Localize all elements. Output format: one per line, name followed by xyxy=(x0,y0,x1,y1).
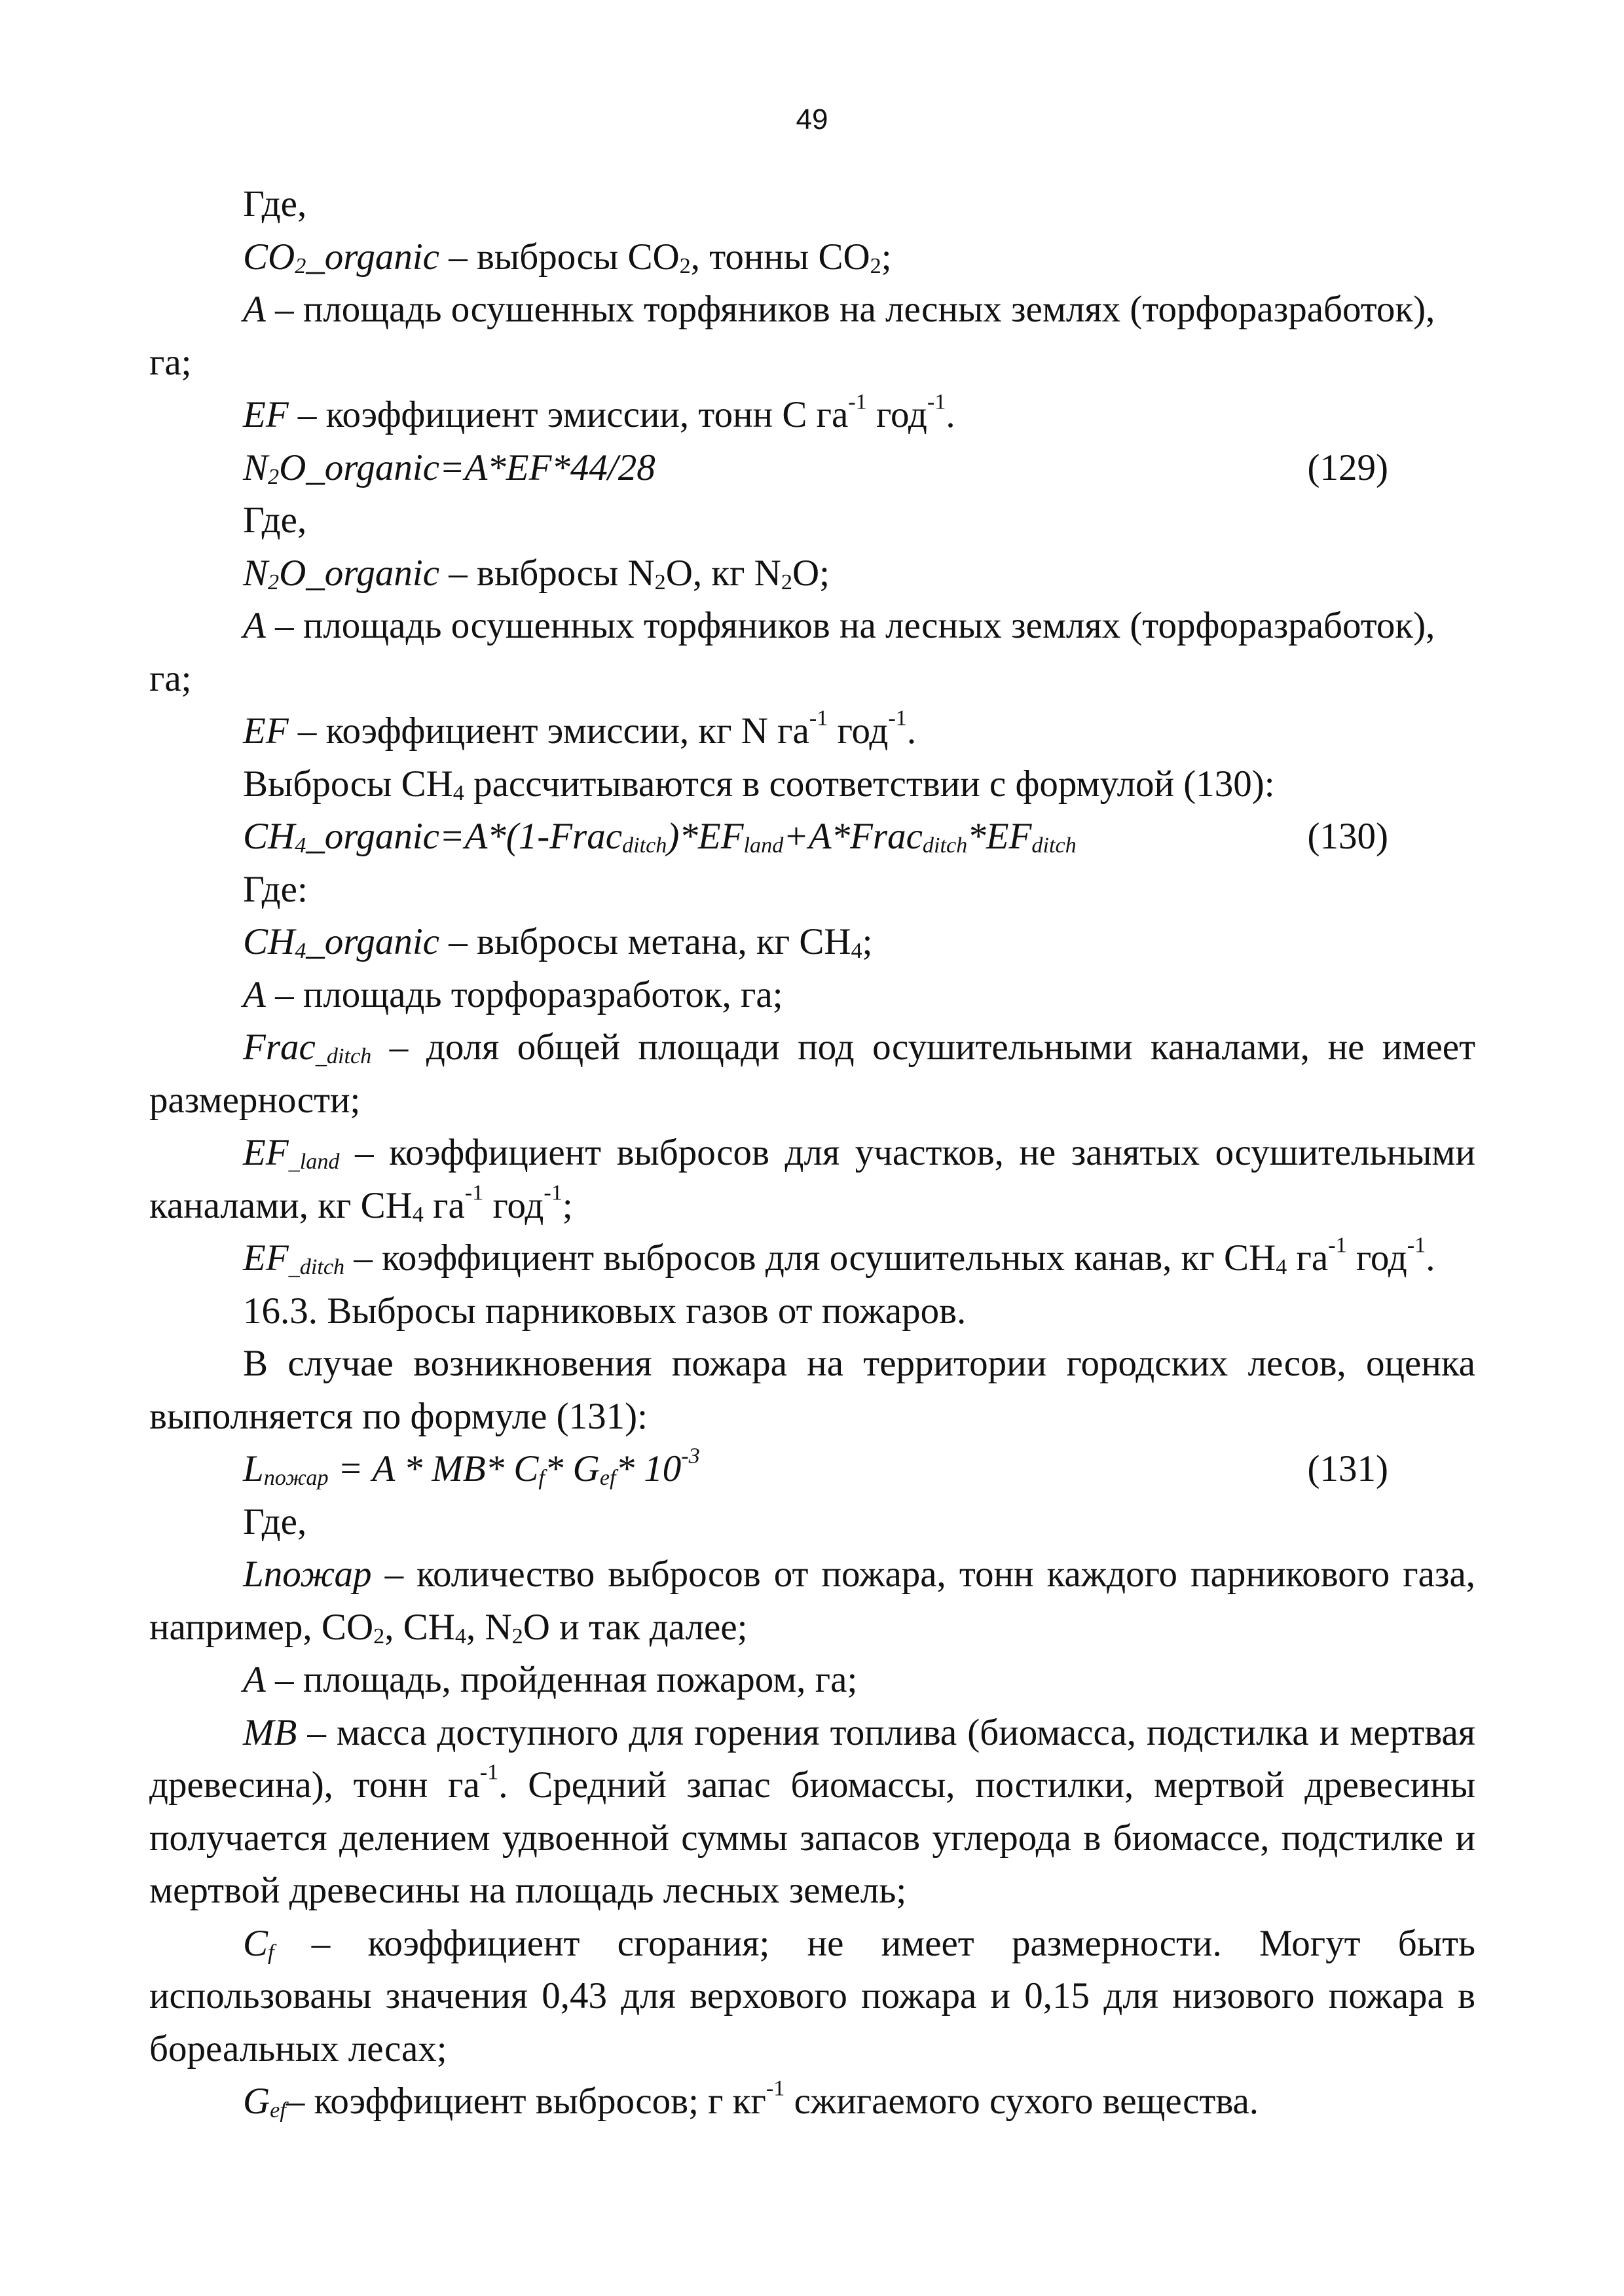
formula-129-expression: $N_2O\_organic=A*EF*44/28$ xyxy=(243,446,655,489)
def-n2o-ef: EF – коэффициент эмиссии, кг N $га^{-1}$ год$^{-1}$. xyxy=(243,706,917,752)
def-ef-land: $EF_{\_land}$ – коэффициент выбросов для участков, не занятых осушительными xyxy=(243,1132,1475,1175)
def-n2o-area: A – площадь осушенных торфяников на лесных землях (торфоразработок), xyxy=(243,605,1435,646)
ch4-intro: Выбросы $CH_4$ рассчитываются в соответствии с формулой (130): xyxy=(243,763,1275,805)
def-n2o-area-cont: га; xyxy=(149,657,192,699)
def-co2-organic: $CO_2\_organic$ – выбросы $CO_2$, тонны $CO_2$; xyxy=(243,236,892,278)
where-label: Где, xyxy=(243,1501,307,1542)
def-frac-ditch: Frac$_{\_ditch}$ – доля общей площади под осушительными каналами, не имеет xyxy=(243,1027,1475,1069)
page-number: 49 xyxy=(796,103,828,136)
def-n2o-organic: $N_2O\_organic$ – выбросы $N_2O$, кг $N_2O$; xyxy=(243,552,830,594)
document-body xyxy=(149,178,1475,2128)
def-a-fire: A – площадь, пройденная пожаром, га; xyxy=(243,1659,858,1700)
def-gef: $G_{ef}-$ коэффициент выбросов; г $кг^{-1}$ сжигаемого сухого вещества. xyxy=(243,2076,1259,2123)
def-ef-ditch: $EF_{\_ditch}$ – коэффициент выбросов для осушительных канав, кг $CH_4$ $га^{-1}$ год$^{-1}$. xyxy=(243,1233,1435,1280)
formula-130-expression: $CH_4\_organic=A*(1-Frac_{ditch})*EF_{land}+A*Frac_{ditch}*EF_{ditch}$ xyxy=(243,816,1077,858)
def-ch4-organic: $CH_4\_organic$ – выбросы метана, кг $CH_4$; xyxy=(243,921,873,964)
def-co2-ef: EF – коэффициент эмиссии, тонн С $га^{-1}$ год$^{-1}$. xyxy=(243,390,955,435)
def-cf: $C_f$ – коэффициент сгорания; не имеет размерности. Могут быть использованы значения 0,43 для верхового пожара и 0,15 для низового пожара в бореальных лесах; xyxy=(149,1922,1475,2069)
where-label: Где, xyxy=(243,183,307,225)
formula-130 xyxy=(149,811,1475,864)
def-mb: MB – масса доступного для горения топлива (биомасса, подстилка и мертвая древесина), тонн $га^{-1}$. Средний запас биомассы, постилки, мертвой древесины получается делением удвоенной суммы запасов углерода в биомассе, подстилке и мертвой древесины на площадь лесных земель; xyxy=(149,1711,1476,1911)
section-heading: 16.3. Выбросы парниковых газов от пожаров. xyxy=(243,1290,967,1332)
def-co2-area-cont: га; xyxy=(149,341,192,383)
formula-130-number: (130) xyxy=(1307,816,1388,857)
def-l-fire: Lпожар – количество выбросов от пожара, тонн каждого парникового газа, например, $CO_2$, $CH_4$, $N_2O$ и так далее; xyxy=(149,1554,1475,1649)
where-label: Где: xyxy=(243,868,308,910)
def-co2-area: A – площадь осушенных торфяников на лесных землях (торфоразработок), xyxy=(243,289,1435,330)
formula-131-expression: $L_{пожар} = A * MB*$ $C_f*$ $G_{ef}*$ $10^{-3}$ xyxy=(243,1444,700,1491)
def-ef-land-cont: каналами, кг $CH_4$ $га^{-1}$ год$^{-1}$; xyxy=(149,1180,573,1227)
def-ch4-area: A – площадь торфоразработок, га; xyxy=(243,974,783,1015)
formula-131-number: (131) xyxy=(1307,1448,1388,1489)
formula-129-number: (129) xyxy=(1307,446,1388,488)
formula-129 xyxy=(149,442,1475,495)
formula-131 xyxy=(149,1443,1475,1496)
def-frac-ditch-cont: размерности; xyxy=(149,1079,361,1121)
where-label: Где, xyxy=(243,500,307,541)
fire-intro: В случае возникновения пожара на территории городских лесов, оценка выполняется по формуле (131): xyxy=(149,1343,1475,1437)
